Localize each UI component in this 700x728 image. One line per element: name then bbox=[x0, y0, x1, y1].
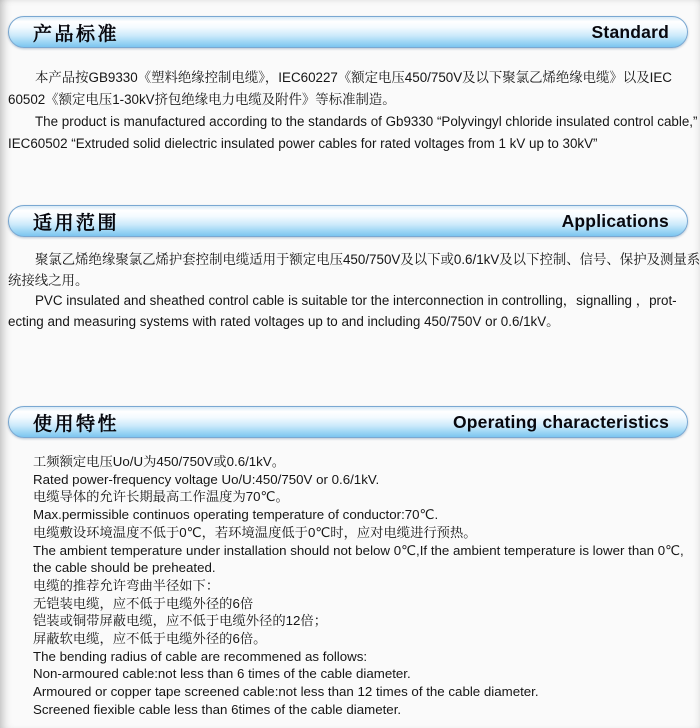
section-title-en: Applications bbox=[561, 210, 669, 231]
paragraph-line: The bending radius of cable are recommened as follows: bbox=[33, 648, 368, 664]
section-body-standard bbox=[8, 67, 698, 155]
section-body-operating-characteristics bbox=[33, 453, 695, 719]
section-body-applications bbox=[8, 250, 700, 332]
paragraph-line: 电缆敷设环境温度不低于0℃，若环境温度低于0℃时，应对电缆进行预热。 bbox=[33, 524, 477, 540]
section-title-zh: 使用特性 bbox=[33, 413, 120, 435]
paragraph-line: the cable should be preheated. bbox=[33, 560, 216, 576]
paragraph-line: PVC insulated and sheathed control cable is suitable tor the interconnection in controlling，signalling ，prot- bbox=[35, 293, 677, 308]
paragraph-line: 本产品按GB9330《塑料绝缘控制电缆》，IEC60227《额定电压450/750V及以下聚氯乙烯绝缘电缆》以及IEC bbox=[35, 70, 672, 85]
paragraph-line: 铠装或铜带屏蔽电缆，应不低于电缆外径的12倍； bbox=[33, 613, 328, 629]
paragraph-line: Non-armoured cable:not less than 6 times of the cable diameter. bbox=[33, 666, 411, 682]
paragraph-line: The ambient temperature under installation should not below 0℃,If the ambient temperature is lower than 0℃, bbox=[33, 542, 684, 558]
paragraph-line: Rated power-frequency voltage Uo/U:450/750V or 0.6/1kV. bbox=[33, 471, 380, 487]
paragraph-line: 工频额定电压Uo/U为450/750V或0.6/1kV。 bbox=[33, 454, 285, 469]
paragraph-line: ecting and measuring systems with rated voltages up to and including 450/750V or 0.6/1kV。 bbox=[8, 313, 560, 329]
section-title-en: Operating characteristics bbox=[452, 411, 669, 432]
paragraph-line: IEC60502 “Extruded solid dielectric insulated power cables for rated voltages from 1 kV up to 30kV” bbox=[8, 136, 598, 151]
paragraph-line: 电缆的推荐允许弯曲半径如下： bbox=[33, 577, 220, 593]
paragraph-line: The product is manufactured according to the standards of Gb9330 “Polyvingyl chloride insulated control cable,” bbox=[35, 114, 698, 129]
section-title-zh: 产品标准 bbox=[33, 23, 120, 45]
section-header-standard bbox=[8, 16, 688, 48]
paragraph-line: Screened fiexible cable less than 6times of the cable diameter. bbox=[33, 701, 402, 717]
paragraph-line: 电缆导体的允许长期最高工作温度为70℃。 bbox=[33, 489, 289, 505]
paragraph-line: Max.permissible continuos operating temperature of conductor:70℃. bbox=[33, 507, 439, 523]
section-header-operating-characteristics bbox=[8, 406, 688, 438]
paragraph-line: Armoured or copper tape screened cable:not less than 12 times of the cable diameter. bbox=[33, 684, 539, 700]
paragraph-line: 60502《额定电压1-30kV挤包绝缘电力电缆及附件》等标准制造。 bbox=[8, 92, 396, 107]
paragraph-line: 无铠装电缆，应不低于电缆外径的6倍 bbox=[33, 595, 254, 611]
section-title-zh: 适用范围 bbox=[33, 212, 120, 234]
paragraph-line: 聚氯乙烯绝缘聚氯乙烯护套控制电缆适用于额定电压450/750V及以下或0.6/1kV及以下控制、信号、保护及测量系 bbox=[35, 252, 700, 267]
paragraph-line: 屏蔽软电缆，应不低于电缆外径的6倍。 bbox=[33, 631, 267, 647]
section-title-en: Standard bbox=[591, 21, 669, 42]
section-header-applications bbox=[8, 205, 688, 237]
paragraph-line: 统接线之用。 bbox=[8, 272, 89, 288]
